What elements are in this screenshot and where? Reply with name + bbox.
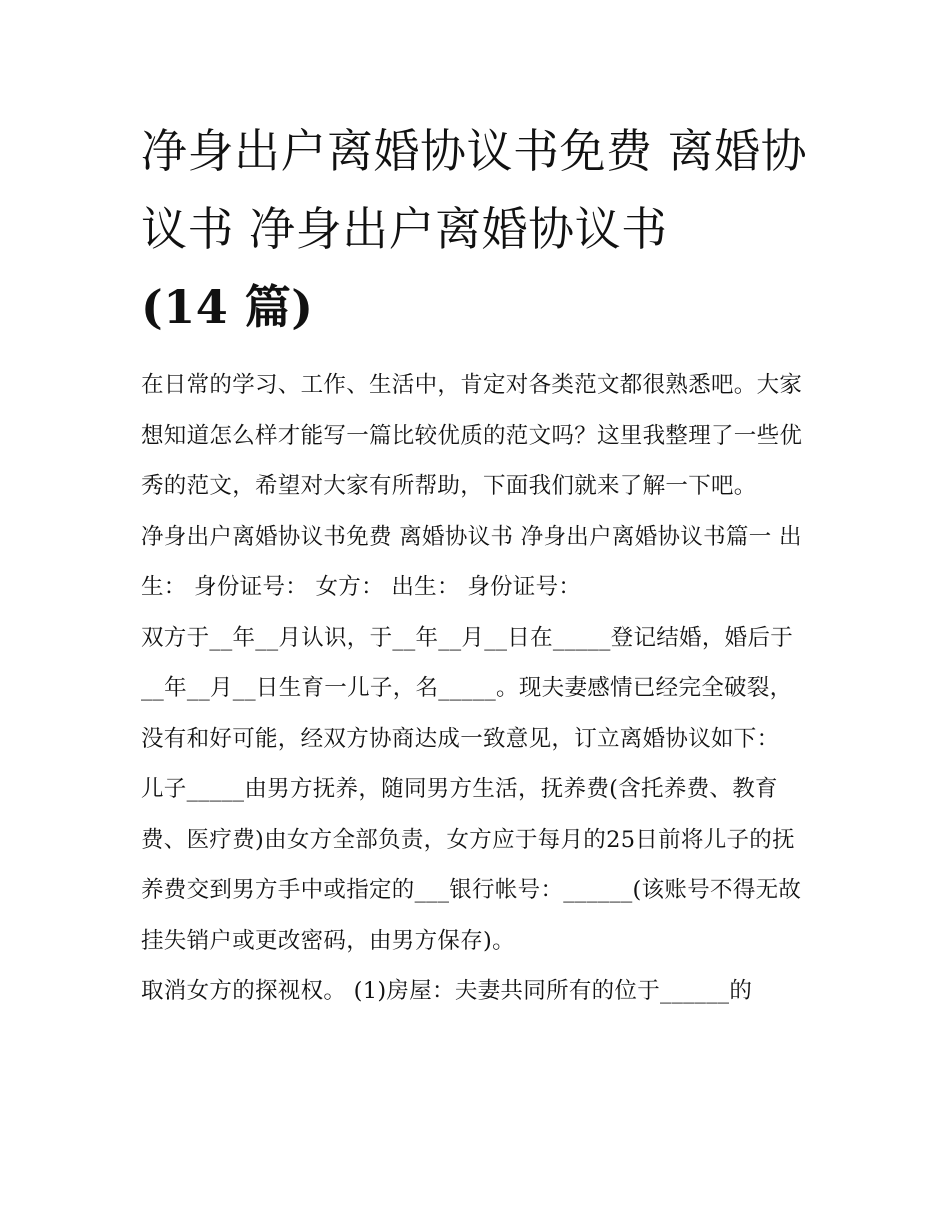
paragraph-marriage: 双方于__年__月认识，于__年__月__日在_____登记结婚，婚后于__年__月__日生育一儿子，名_____。现夫妻感情已经完全破裂，没有和好可能，经双方协商达成一致意见，订立离婚协议如下： [141,624,794,752]
paragraph-property: 取消女方的探视权。 (1)房屋：夫妻共同所有的位于______的 [141,978,753,1004]
intro-paragraph: 在日常的学习、工作、生活中，肯定对各类范文都很熟悉吧。大家想知道怎么样才能写一篇比较优质的范文吗？这里我整理了一些优秀的范文，希望对大家有所帮助，下面我们就来了解一下吧。 [141,372,803,499]
paragraph-heading-1: 净身出户离婚协议书免费 离婚协议书 净身出户离婚协议书篇一 出生： 身份证号： 女方： 出生： 身份证号： [141,523,802,600]
title-text: 净身出户离婚协议书免费 离婚协议书 净身出户离婚协议书 [141,124,808,256]
document-title [141,112,813,346]
document-page [141,112,813,1017]
paragraph-child-support: 儿子_____由男方抚养，随同男方生活，抚养费(含托养费、教育费、医疗费)由女方全部负责，女方应于每月的25日前将儿子的抚养费交到男方手中或指定的___银行帐号：______(该账号不得无故挂失销户或更改密码，由男方保存)。 [141,776,802,954]
title-count: (14 篇) [141,280,314,334]
